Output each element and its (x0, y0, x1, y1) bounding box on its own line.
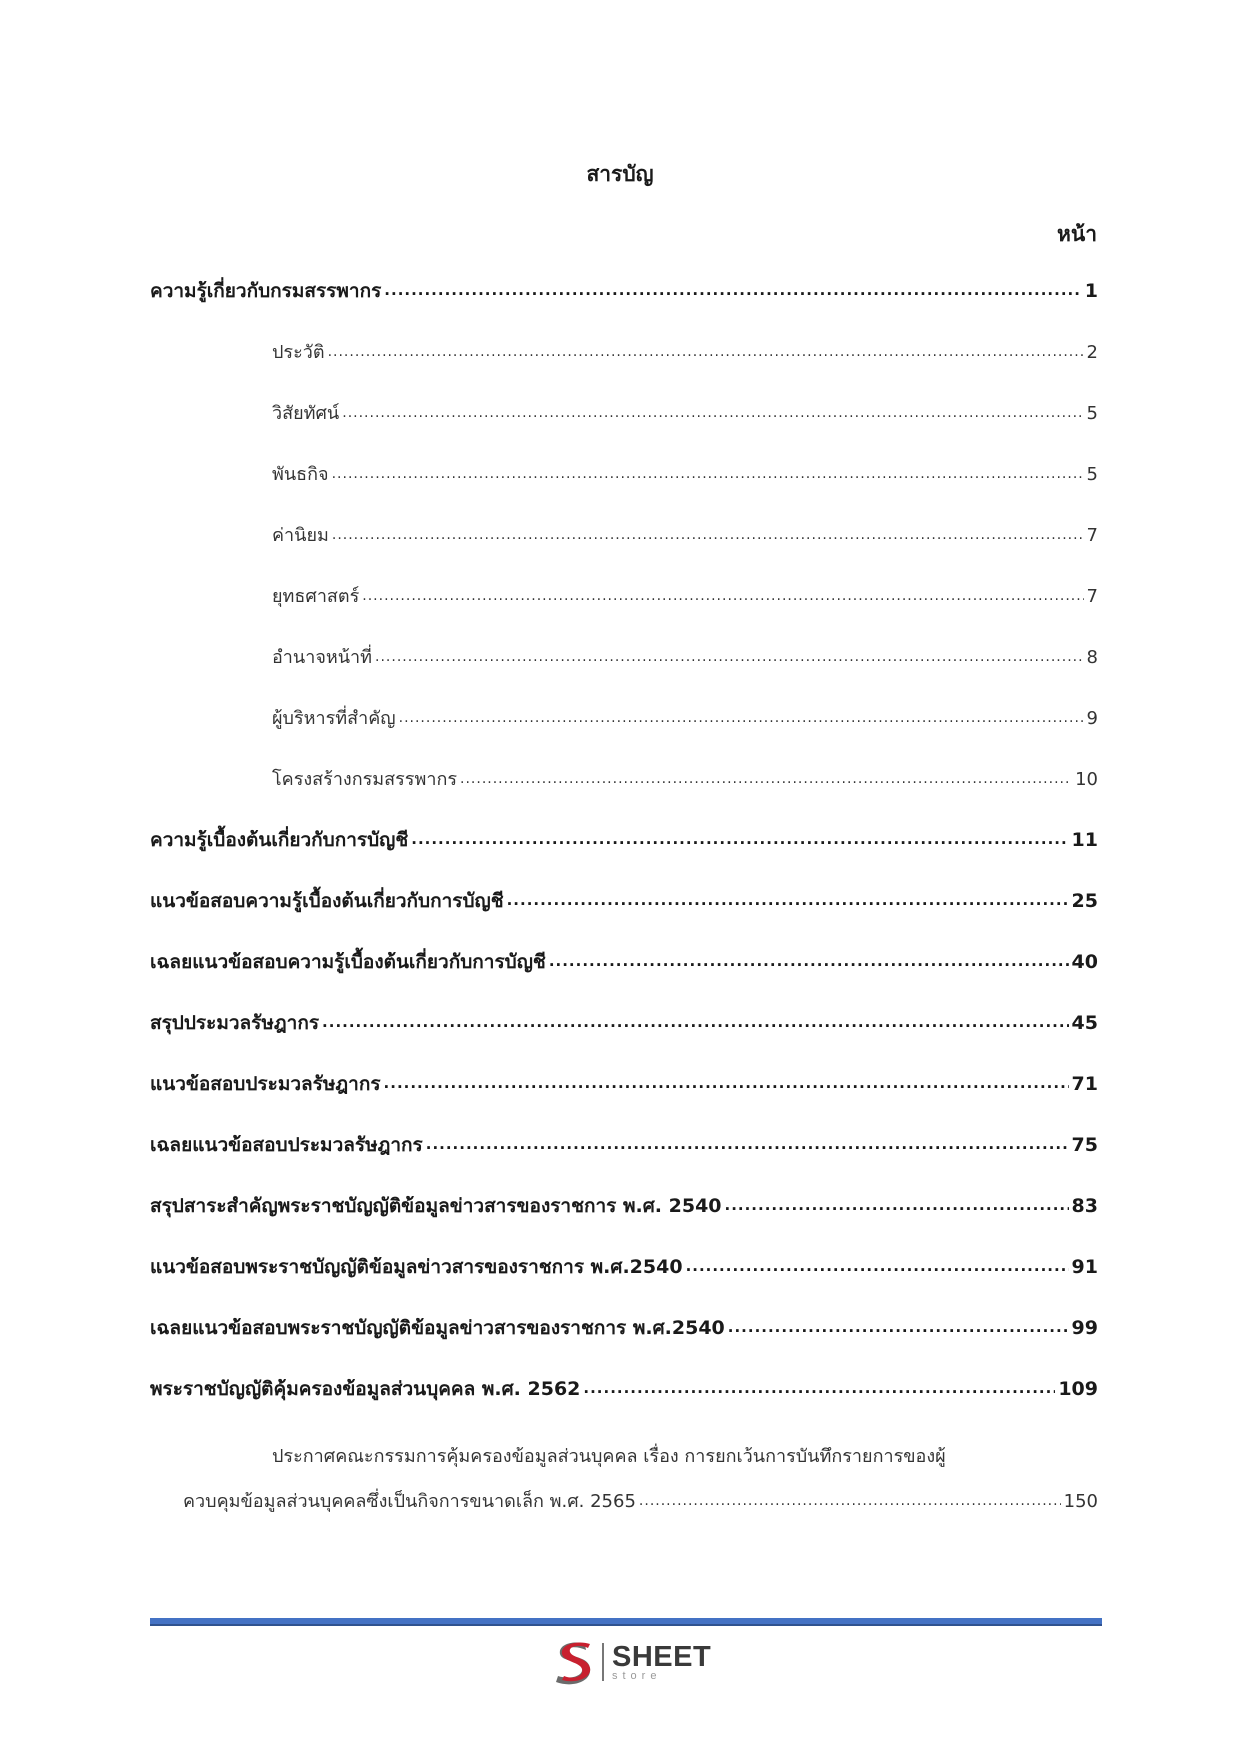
toc-entry (150, 1130, 1098, 1191)
toc-leader-dots (399, 706, 1084, 724)
toc-entry-title: ค่านิยม (272, 525, 329, 546)
toc-entry-title: เฉลยแนวข้อสอบความรู้เบื้องต้นเกี่ยวกับการบัญชี (150, 951, 546, 973)
toc-entry-title: ความรู้เกี่ยวกับกรมสรรพากร (150, 280, 382, 302)
toc-leader-dots (362, 584, 1083, 602)
sheet-store-logo-icon (552, 1638, 596, 1686)
toc-leader-dots (322, 1010, 1069, 1029)
toc-entry-title: เฉลยแนวข้อสอบพระราชบัญญัติข้อมูลข่าวสารของราชการ พ.ศ.2540 (150, 1317, 725, 1339)
toc-entry-title: พันธกิจ (272, 464, 329, 485)
toc-leader-dots (332, 462, 1084, 480)
toc-page-number: 45 (1071, 1012, 1098, 1034)
toc-entry (150, 764, 1098, 825)
toc-entry (150, 459, 1098, 520)
toc-leader-dots (583, 1376, 1055, 1395)
toc-entry-title: วิสัยทัศน์ (272, 403, 340, 424)
toc-page-number: 91 (1071, 1256, 1098, 1278)
toc-leader-dots (384, 1071, 1069, 1090)
toc-entry (150, 276, 1098, 337)
toc-entry-multiline (150, 1441, 1098, 1515)
toc-entry-title-line2: ควบคุมข้อมูลส่วนบุคคลซึ่งเป็นกิจการขนาดเล็ก พ.ศ. 2565 (183, 1491, 636, 1512)
toc-entry (150, 1374, 1098, 1435)
logo-separator (602, 1643, 604, 1681)
toc-entry (150, 1313, 1098, 1374)
toc-page-number: 7 (1086, 586, 1098, 607)
toc-entry-title-line1: ประกาศคณะกรรมการคุ้มครองข้อมูลส่วนบุคคล เรื่อง การยกเว้นการบันทึกรายการของผู้ (272, 1446, 946, 1467)
toc-entry-title: ยุทธศาสตร์ (272, 586, 360, 607)
toc-entry-title: ความรู้เบื้องต้นเกี่ยวกับการบัญชี (150, 829, 409, 851)
toc-page-number: 109 (1058, 1378, 1098, 1400)
toc-entry (150, 1252, 1098, 1313)
toc-leader-dots (728, 1315, 1069, 1334)
toc-entry (150, 581, 1098, 642)
logo-brand: SHEET (612, 1640, 712, 1673)
toc-page-number: 11 (1071, 829, 1098, 851)
toc-page-number: 99 (1071, 1317, 1098, 1339)
toc-leader-dots (411, 827, 1068, 846)
toc-entry-title: แนวข้อสอบความรู้เบื้องต้นเกี่ยวกับการบัญชี (150, 890, 504, 912)
toc-leader-dots (375, 645, 1084, 663)
toc-entry (150, 825, 1098, 886)
toc-leader-dots (639, 1489, 1061, 1507)
toc-leader-dots (384, 278, 1081, 297)
toc-entry (150, 703, 1098, 764)
toc-leader-dots (332, 523, 1084, 541)
toc-entry (150, 398, 1098, 459)
toc-entry-title: แนวข้อสอบพระราชบัญญัติข้อมูลข่าวสารของราชการ พ.ศ.2540 (150, 1256, 683, 1278)
toc-page-number: 1 (1084, 280, 1098, 302)
toc-entry-title: ผู้บริหารที่สำคัญ (272, 708, 396, 729)
page-column-header: หน้า (1057, 222, 1097, 246)
toc-page-number: 7 (1086, 525, 1098, 546)
toc-entry (150, 1069, 1098, 1130)
toc-page-number: 75 (1071, 1134, 1098, 1156)
toc-entry-title: พระราชบัญญัติคุ้มครองข้อมูลส่วนบุคคล พ.ศ. 2562 (150, 1378, 581, 1400)
logo-text (612, 1640, 712, 1682)
toc-entry (150, 1191, 1098, 1252)
toc-entry-title: แนวข้อสอบประมวลรัษฎากร (150, 1073, 381, 1095)
table-of-contents (150, 276, 1098, 1515)
toc-leader-dots (549, 949, 1069, 968)
toc-page-number: 71 (1071, 1073, 1098, 1095)
toc-entry-title: อำนาจหน้าที่ (272, 647, 373, 668)
toc-page-number: 2 (1086, 342, 1098, 363)
toc-page-number: 5 (1086, 464, 1098, 485)
toc-entry-title: ประวัติ (272, 342, 325, 363)
toc-entry (150, 337, 1098, 398)
toc-leader-dots (725, 1193, 1069, 1212)
sheet-store-logo (552, 1636, 711, 1688)
toc-entry (150, 886, 1098, 947)
toc-entry-title: สรุปสาระสำคัญพระราชบัญญัติข้อมูลข่าวสารของราชการ พ.ศ. 2540 (150, 1195, 722, 1217)
toc-page-number: 83 (1071, 1195, 1098, 1217)
logo-sub: store (612, 1669, 662, 1682)
toc-entry (150, 520, 1098, 581)
toc-page-number: 8 (1086, 647, 1098, 668)
page-title: สารบัญ (586, 162, 654, 186)
toc-page-number: 10 (1075, 769, 1098, 790)
toc-page-number: 9 (1086, 708, 1098, 729)
toc-entry (150, 642, 1098, 703)
toc-leader-dots (426, 1132, 1069, 1151)
toc-leader-dots (507, 888, 1069, 907)
toc-entry-title: สรุปประมวลรัษฎากร (150, 1012, 320, 1034)
toc-leader-dots (342, 401, 1083, 419)
toc-entry (150, 947, 1098, 1008)
toc-entry-title: เฉลยแนวข้อสอบประมวลรัษฎากร (150, 1134, 423, 1156)
toc-leader-dots (686, 1254, 1069, 1273)
toc-page-number: 40 (1071, 951, 1098, 973)
footer-bar (150, 1618, 1102, 1626)
toc-leader-dots (460, 767, 1072, 785)
toc-entry (150, 1008, 1098, 1069)
toc-page-number: 150 (1063, 1491, 1098, 1512)
toc-entry-line2 (150, 1486, 1098, 1515)
toc-entry-title: โครงสร้างกรมสรรพากร (272, 769, 458, 790)
toc-page-number: 25 (1071, 890, 1098, 912)
toc-page-number: 5 (1086, 403, 1098, 424)
toc-list (150, 276, 1098, 1435)
toc-leader-dots (328, 340, 1084, 358)
